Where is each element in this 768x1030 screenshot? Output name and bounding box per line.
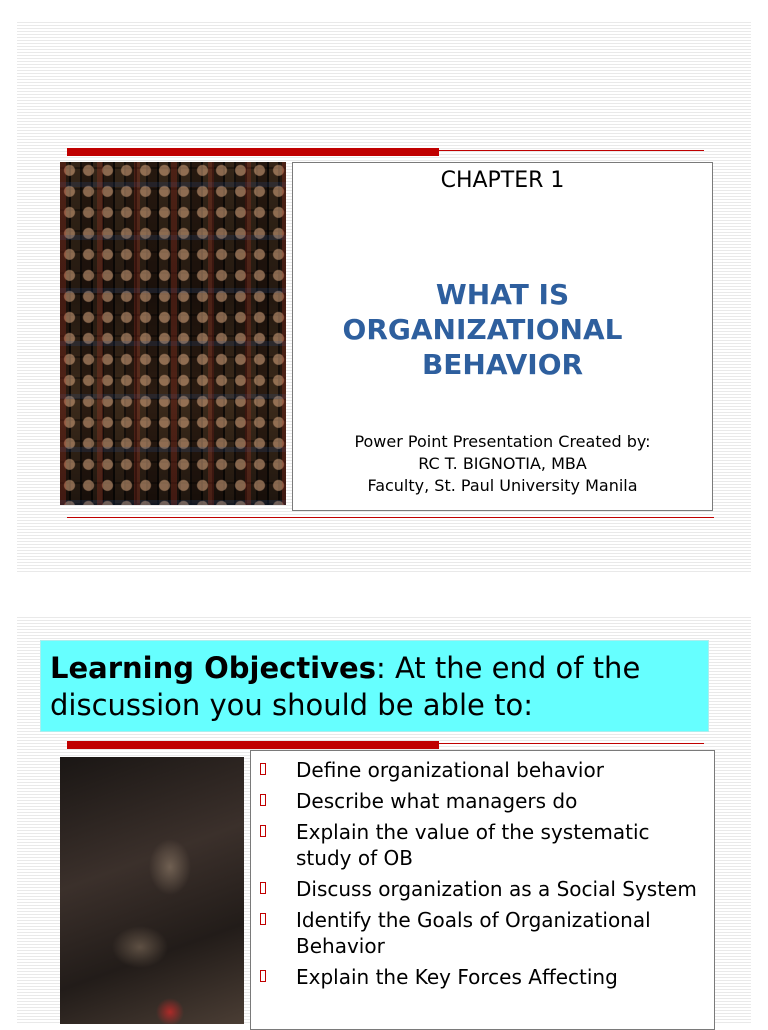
objectives-accent-line: [439, 743, 704, 744]
meeting-photo-image: [60, 757, 244, 1024]
author-credits: [293, 431, 712, 497]
bullet-icon: [260, 825, 266, 837]
bullet-icon: [260, 970, 266, 982]
faces-collage-image: [60, 162, 286, 505]
bullet-icon: [260, 882, 266, 894]
slide-title: [293, 277, 712, 382]
list-item: Discuss organization as a Social System: [251, 876, 714, 902]
list-item: Describe what managers do: [251, 788, 714, 814]
credit-line-2: RC T. BIGNOTIA, MBA: [418, 454, 587, 473]
title-line-2: ORGANIZATIONAL: [342, 313, 623, 346]
bullet-icon: [260, 794, 266, 806]
title-line-1: WHAT IS: [435, 278, 570, 311]
credit-line-3: Faculty, St. Paul University Manila: [367, 476, 638, 495]
list-item: Identify the Goals of Organizational Behavior: [251, 907, 714, 959]
objectives-accent-bar: [67, 741, 439, 749]
bullet-icon: [260, 913, 266, 925]
chapter-label: CHAPTER 1: [440, 168, 565, 193]
title-accent-bar: [67, 148, 439, 156]
title-accent-line: [439, 150, 704, 151]
objectives-intro: : At the end of the discussion you should be able to:: [50, 651, 641, 722]
bullet-icon: [260, 763, 266, 775]
title-line-3: BEHAVIOR: [421, 348, 584, 381]
objectives-list: [251, 751, 714, 990]
slide-1: [17, 22, 751, 572]
title-box: [292, 162, 713, 511]
list-item: Explain the value of the systematic study of OB: [251, 819, 714, 871]
objectives-title: Learning Objectives: [50, 651, 376, 685]
objectives-header: [41, 641, 708, 731]
slide-2: [17, 617, 751, 1024]
list-item: Explain the Key Forces Affecting: [251, 964, 714, 990]
footer-line: [67, 517, 714, 518]
objectives-box: [250, 750, 715, 1030]
list-item: Define organizational behavior: [251, 757, 714, 783]
credit-line-1: Power Point Presentation Created by:: [354, 432, 651, 451]
